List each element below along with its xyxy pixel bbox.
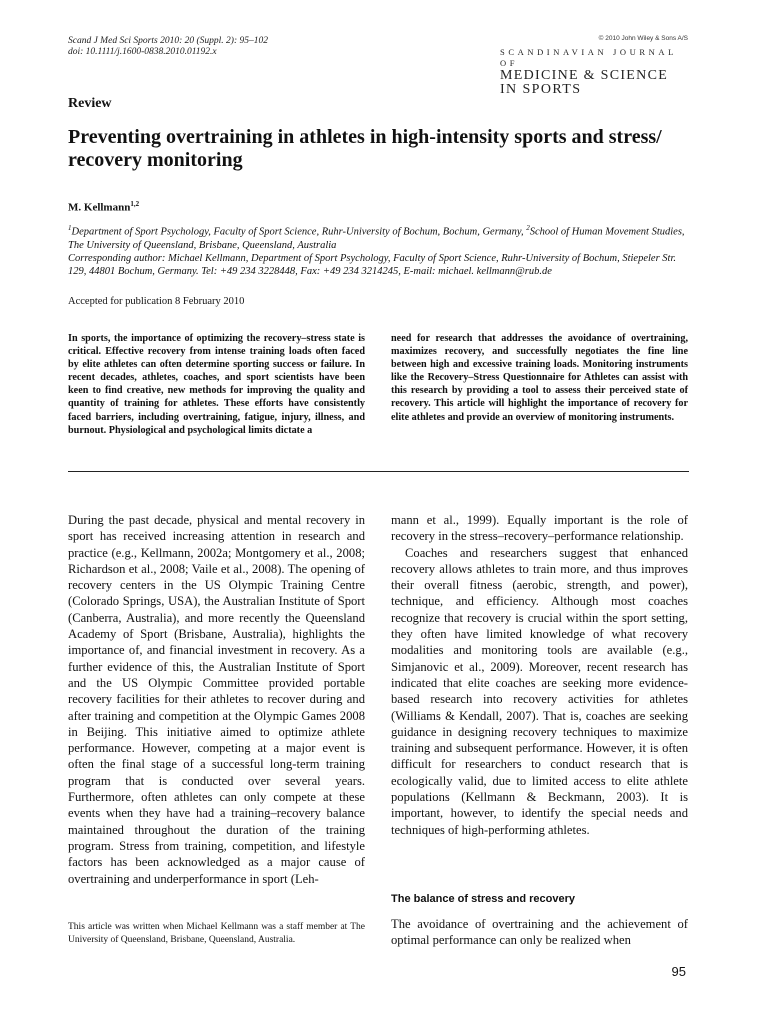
body-paragraph: The avoidance of overtraining and the achievement of optimal performance can only be realized when [391,917,688,948]
author-affiliation-marks: 1,2 [130,200,140,208]
abstract-left-column: In sports, the importance of optimizing the recovery–stress state is critical. Effective recovery from intense training loads often faced by elite athletes can often determine sporting success or failure. In recent decades, athletes, coaches, and sport scientists have been keen to find creative, new methods for improving the quality and quantity of training for athletes. These efforts have consistently faced barriers, including overtraining, fatigue, injury, illness, and burnout. Physiological and psychological limits dictate a [68,333,365,436]
affiliations [68,222,693,278]
body-paragraph: mann et al., 1999). Equally important is the role of recovery in the stress–recovery–performance relationship. [391,513,688,544]
footnote: This article was written when Michael Kellmann was a staff member at The University of Queensland, Brisbane, Queensland, Australia. [68,922,365,945]
journal-name-line1: SCANDINAVIAN JOURNAL OF [500,47,677,68]
affiliation-mark-2: 2 [526,224,530,232]
affiliation-1: Department of Sport Psychology, Faculty of Sport Science, Ruhr-University of Bochum, Bochum, Germany, [71,226,527,238]
citation-journal-volume: Scand J Med Sci Sports 2010: 20 (Suppl. 2): 95–102 [68,36,268,46]
journal-logo [500,47,690,97]
affiliation-list [68,222,693,252]
body-right-column-continued [391,916,688,949]
article-type-label: Review [68,96,112,111]
copyright-notice: © 2010 John Wiley & Sons A/S [598,35,688,42]
abstract-divider [68,471,689,472]
journal-name-line3: IN SPORTS [500,82,582,97]
citation-doi[interactable]: doi: 10.1111/j.1600-0838.2010.01192.x [68,47,217,57]
author-line [68,200,139,214]
body-right-column [391,512,688,838]
section-heading: The balance of stress and recovery [391,893,576,905]
author-name: M. Kellmann [68,201,131,214]
corresponding-author: Corresponding author: Michael Kellmann, Department of Sport Psychology, Faculty of Sport Science, Ruhr-University of Bochum, Stiepeler Str. 129, 44801 Bochum, Germany. Tel: +49 234 3228448, Fax: +49 234 3214245, E-mail: michael. kellmann@rub.de [68,252,677,278]
body-paragraph: Coaches and researchers suggest that enhanced recovery allows athletes to train more, and thus improves their overall fitness (aerobic, strength, and power), technique, and efficiency. Although most coaches recognize that recovery is crucial within the sport setting, they often have limited knowledge of what recovery modalities and monitoring tools are available (e.g., Simjanovic et al., 2009). Moreover, recent research has indicated that elite coaches are seeking more evidence-based research into recovery activities for athletes (Williams & Kendall, 2007). That is, coaches are seeking guidance in designing recovery techniques to maximize training and subsequent performance. However, it is often difficult for researchers to conduct research that is ecologically valid, due to limited access to elite athlete populations (Kellmann & Beckmann, 2003). It is important, however, to identify the special needs and techniques of high-performing athletes. [391,545,688,837]
body-left-column [68,512,365,887]
journal-name-line2: MEDICINE & SCIENCE [500,68,669,83]
abstract-right-column: need for research that addresses the avoidance of overtraining, maximizes recovery, and successfully negotiates the fine line between high and excessive training loads. Monitoring instruments like the Recovery–Stress Questionnaire for Athletes can assist with this research by providing a tool to assess their perceived state of recovery. This article will highlight the importance of recovery for elite athletes and provide an overview of monitoring instruments. [391,333,688,423]
body-paragraph: During the past decade, physical and mental recovery in sport has received increasing attention in research and practice (e.g., Kellmann, 2002a; Montgomery et al., 2008; Richardson et al., 2008; Vaile et al., 2008). The opening of recovery centers in the US Olympic Training Centre (Colorado Springs, USA), the Australian Institute of Sport (Canberra, Australia), and more recently the Queensland Academy of Sport (Brisbane, Australia), highlights the importance of, and financial investment in recovery. As a further evidence of this, the Australian Institute of Sport and the US Olympic Committee provided portable recovery facilities for their athletes to recover during and after training and competition at the Olympic Games 2008 in Beijing. This initiative aimed to optimize athlete performance. However, competing at a major event is often the final stage of a successful long-term training program that is conducted over several years. Furthermore, often athletes can only compete at these events when they have had a training–recovery balance maintained throughout the duration of the training program. Stress from training, competition, and lifestyle factors has been acknowledged as a major cause of overtraining and underperformance in sport (Leh- [68,513,365,886]
affiliation-2: School of Human Movement Studies, The University of Queensland, Brisbane, Queensland, Australia [68,226,685,251]
page-number: 95 [671,964,686,979]
affiliation-mark-1: 1 [68,224,72,232]
citation-block [68,36,268,58]
accepted-date: Accepted for publication 8 February 2010 [68,296,245,307]
article-title: Preventing overtraining in athletes in high-intensity sports and stress/ recovery monitoring [68,126,662,171]
